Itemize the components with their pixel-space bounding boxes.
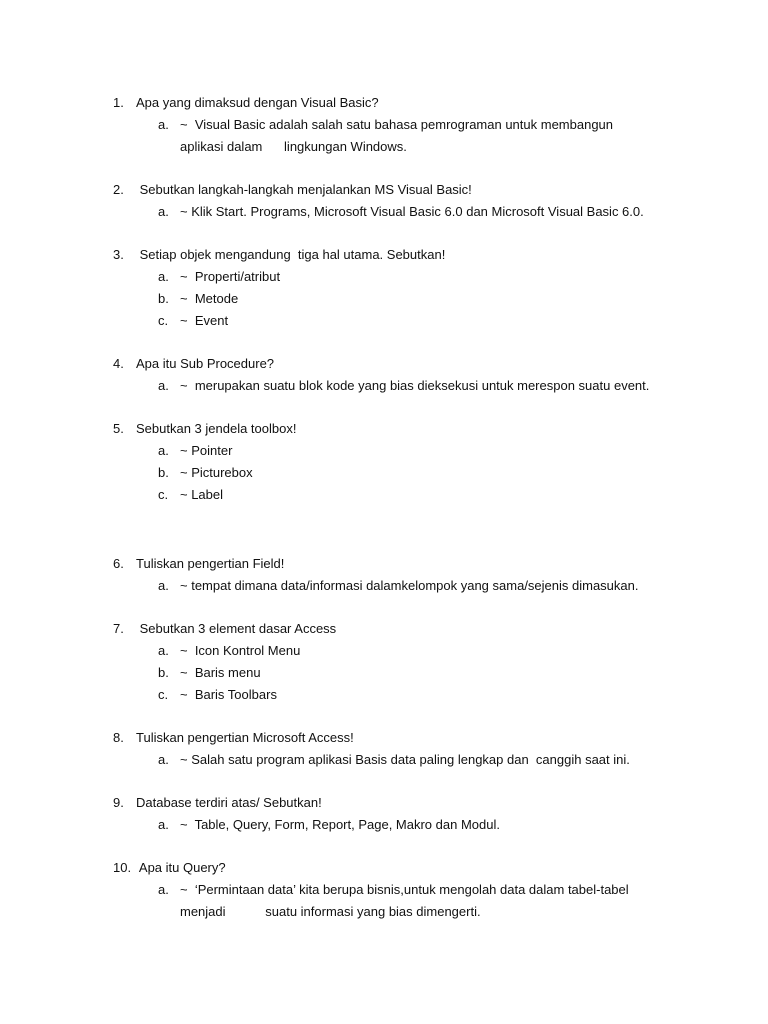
question-text: Tuliskan pengertian Field! xyxy=(136,556,285,571)
answer-text: ~ Label xyxy=(180,487,224,502)
question-text: Sebutkan 3 element dasar Access xyxy=(136,621,337,636)
answer-text: ~ Baris Toolbars xyxy=(180,687,277,702)
question-text: Apa itu Sub Procedure? xyxy=(136,356,275,371)
question-number: 7. xyxy=(113,621,124,636)
answer-text: ~ Event xyxy=(180,313,229,328)
question-text: Sebutkan langkah-langkah menjalankan MS Visual Basic! xyxy=(136,182,472,197)
answer-text: ~ Baris menu xyxy=(180,665,261,680)
answer-text: ~ Picturebox xyxy=(180,465,253,480)
answer-letter: c. xyxy=(158,313,169,328)
answer-text: ~ ‘Permintaan data’ kita berupa bisnis,untuk mengolah data dalam tabel-tabel xyxy=(180,882,629,897)
answer-text: ~ Icon Kontrol Menu xyxy=(180,643,301,658)
answer-text: ~ Salah satu program aplikasi Basis data paling lengkap dan canggih saat ini. xyxy=(180,752,630,767)
question-number: 2. xyxy=(113,182,124,197)
question-text: Apa itu Query? xyxy=(136,860,226,875)
answer-letter: a. xyxy=(158,204,169,219)
answer-text: ~ Table, Query, Form, Report, Page, Makro dan Modul. xyxy=(180,817,500,832)
question-text: Database terdiri atas/ Sebutkan! xyxy=(136,795,322,810)
answer-text: ~ merupakan suatu blok kode yang bias dieksekusi untuk merespon suatu event. xyxy=(180,378,650,393)
question-number: 8. xyxy=(113,730,124,745)
answer-letter: a. xyxy=(158,378,169,393)
answer-letter: c. xyxy=(158,487,169,502)
question-number: 3. xyxy=(113,247,124,262)
answer-text: ~ tempat dimana data/informasi dalamkelompok yang sama/sejenis dimasukan. xyxy=(180,578,639,593)
question-number: 5. xyxy=(113,421,124,436)
answer-letter: b. xyxy=(158,665,169,680)
answer-letter: b. xyxy=(158,465,169,480)
answer-letter: c. xyxy=(158,687,169,702)
question-text: Apa yang dimaksud dengan Visual Basic? xyxy=(136,95,379,110)
answer-text: ~ Pointer xyxy=(180,443,233,458)
answer-letter: b. xyxy=(158,291,169,306)
answer-text: ~ Klik Start. Programs, Microsoft Visual Basic 6.0 dan Microsoft Visual Basic 6.0. xyxy=(180,204,644,219)
answer-letter: a. xyxy=(158,882,169,897)
answer-letter: a. xyxy=(158,578,169,593)
answer-text: ~ Metode xyxy=(180,291,239,306)
answer-letter: a. xyxy=(158,269,169,284)
question-text: Tuliskan pengertian Microsoft Access! xyxy=(136,730,354,745)
answer-text: ~ Visual Basic adalah salah satu bahasa pemrograman untuk membangun xyxy=(180,117,614,132)
answer-letter: a. xyxy=(158,817,169,832)
question-number: 1. xyxy=(113,95,124,110)
answer-letter: a. xyxy=(158,117,169,132)
answer-text-continued: aplikasi dalam lingkungan Windows. xyxy=(180,139,407,154)
question-number: 4. xyxy=(113,356,124,371)
question-number: 10. xyxy=(113,860,132,875)
answer-text: ~ Properti/atribut xyxy=(180,269,281,284)
question-text: Sebutkan 3 jendela toolbox! xyxy=(136,421,297,436)
answer-letter: a. xyxy=(158,643,169,658)
question-number: 6. xyxy=(113,556,124,571)
answer-letter: a. xyxy=(158,752,169,767)
answer-text-continued: menjadi suatu informasi yang bias dimengerti. xyxy=(180,904,481,919)
question-number: 9. xyxy=(113,795,124,810)
question-text: Setiap objek mengandung tiga hal utama. Sebutkan! xyxy=(136,247,446,262)
answer-letter: a. xyxy=(158,443,169,458)
